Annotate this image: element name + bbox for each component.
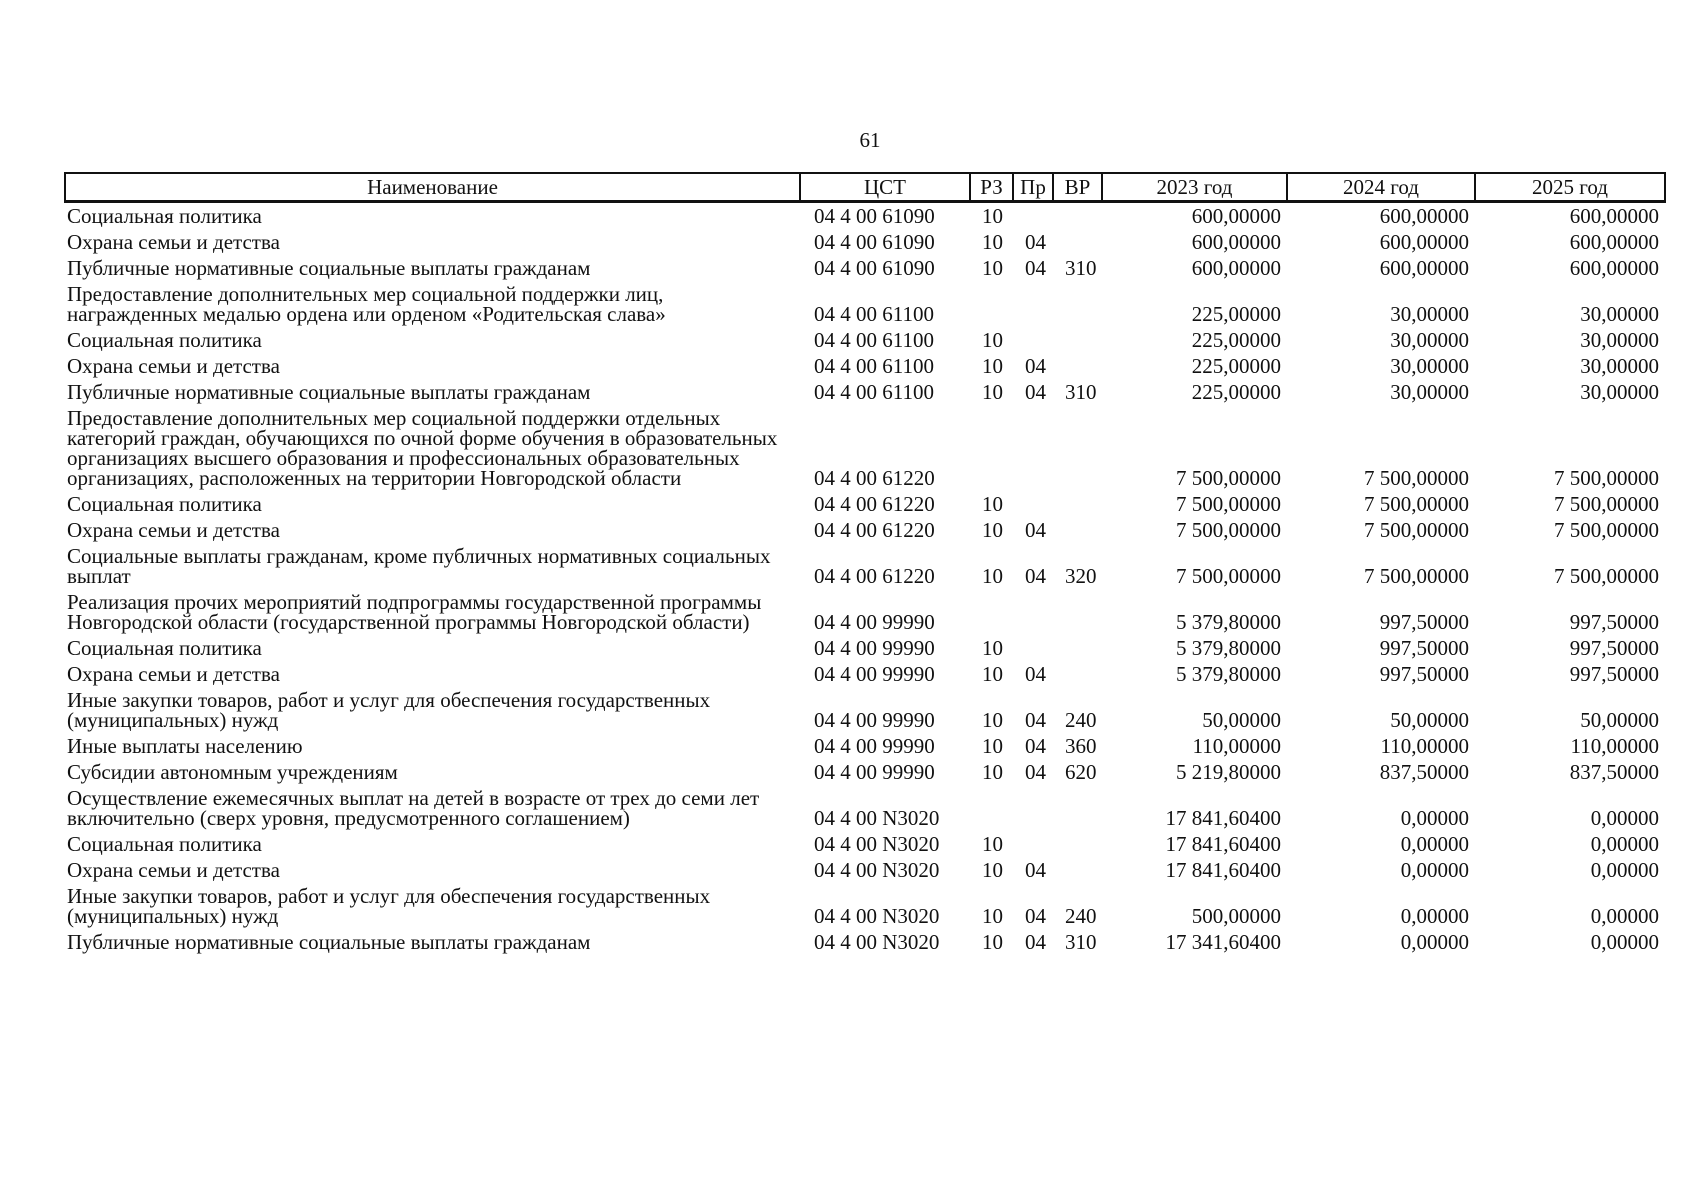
cell-pr (1013, 327, 1053, 353)
cell-vr (1053, 327, 1102, 353)
cell-pr (1013, 785, 1053, 831)
table-row (65, 857, 1665, 883)
cell-cst: 04 4 00 N3020 (814, 806, 940, 830)
table-row (65, 759, 1665, 785)
cell-rz (970, 405, 1013, 491)
header-pr: Пр (1013, 173, 1053, 202)
table-row (65, 929, 1665, 955)
cell-cst: 04 4 00 61220 (814, 518, 935, 542)
cell-rz: 10 (982, 930, 1003, 954)
table-row (65, 202, 1665, 230)
cell-pr (1013, 589, 1053, 635)
table-row (65, 661, 1665, 687)
cell-rz (970, 589, 1013, 635)
cell-rz: 10 (982, 832, 1003, 856)
cell-name: Охрана семьи и детства (67, 230, 280, 254)
cell-pr (1013, 491, 1053, 517)
cell-cst: 04 4 00 61220 (814, 466, 935, 490)
cell-2023: 50,00000 (1202, 708, 1281, 732)
cell-vr (1053, 229, 1102, 255)
cell-pr: 04 (1025, 734, 1046, 758)
cell-cst: 04 4 00 61100 (814, 354, 934, 378)
cell-2024: 110,00000 (1380, 734, 1469, 758)
cell-2025: 0,00000 (1590, 832, 1659, 856)
cell-vr (1053, 785, 1102, 831)
cell-2025: 997,50000 (1569, 636, 1659, 660)
table-row (65, 255, 1665, 281)
cell-pr: 04 (1025, 662, 1046, 686)
cell-vr (1053, 491, 1102, 517)
cell-2025: 0,00000 (1590, 930, 1659, 954)
cell-name: Социальная политика (67, 832, 262, 856)
cell-2025: 0,00000 (1590, 806, 1659, 830)
cell-2023: 5 379,80000 (1176, 662, 1281, 686)
cell-2024: 30,00000 (1390, 354, 1469, 378)
cell-2024: 30,00000 (1390, 380, 1469, 404)
cell-name: Публичные нормативные социальные выплаты гражданам (67, 930, 591, 954)
cell-vr (1053, 202, 1102, 230)
cell-2025: 110,00000 (1570, 734, 1659, 758)
cell-2025: 30,00000 (1580, 354, 1659, 378)
header-row (65, 173, 1665, 202)
cell-rz: 10 (982, 708, 1003, 732)
cell-name: Социальная политика (67, 636, 262, 660)
cell-2025: 7 500,00000 (1554, 466, 1659, 490)
cell-cst: 04 4 00 61090 (814, 230, 935, 254)
cell-name: Социальная политика (67, 204, 262, 228)
page-number: 61 (859, 128, 881, 152)
cell-rz: 10 (982, 204, 1003, 228)
table-row (65, 517, 1665, 543)
cell-2024: 7 500,00000 (1364, 492, 1469, 516)
cell-2024: 600,00000 (1379, 204, 1469, 228)
cell-2025: 50,00000 (1580, 708, 1659, 732)
cell-name: Охрана семьи и детства (67, 518, 280, 542)
cell-2023: 225,00000 (1191, 380, 1281, 404)
cell-2024: 7 500,00000 (1364, 564, 1469, 588)
cell-cst: 04 4 00 61100 (814, 380, 934, 404)
cell-name: Предоставление дополнительных мер социальной поддержки отдельных категорий граждан, обучающихся по очной форме обучения в образовательных организациях высшего образования и профессиональных образовательных организациях, расположенных на территории Новгородской области (67, 406, 778, 490)
cell-name: Иные закупки товаров, работ и услуг для обеспечения государственных (муниципальных) нужд (67, 884, 711, 928)
cell-name: Охрана семьи и детства (67, 662, 280, 686)
cell-vr (1053, 517, 1102, 543)
cell-name: Субсидии автономным учреждениям (67, 760, 398, 784)
header-cst: ЦСТ (800, 173, 970, 202)
cell-2024: 997,50000 (1379, 636, 1469, 660)
cell-cst: 04 4 00 99990 (814, 662, 935, 686)
cell-2023: 225,00000 (1191, 354, 1281, 378)
cell-2023: 5 379,80000 (1176, 610, 1281, 634)
budget-table (64, 172, 1666, 955)
table-row (65, 589, 1665, 635)
cell-rz: 10 (982, 230, 1003, 254)
cell-name: Предоставление дополнительных мер социальной поддержки лиц, награжденных медалью ордена или орденом «Родительская слава» (67, 282, 666, 326)
cell-vr (1053, 635, 1102, 661)
cell-name: Публичные нормативные социальные выплаты гражданам (67, 256, 591, 280)
table-row (65, 327, 1665, 353)
cell-pr: 04 (1025, 230, 1046, 254)
cell-vr: 240 (1065, 708, 1097, 732)
cell-2024: 0,00000 (1400, 930, 1469, 954)
header-2025: 2025 год (1475, 173, 1665, 202)
cell-pr: 04 (1025, 930, 1046, 954)
cell-2023: 7 500,00000 (1176, 564, 1281, 588)
cell-2024: 50,00000 (1390, 708, 1469, 732)
header-2023: 2023 год (1102, 173, 1287, 202)
cell-rz: 10 (982, 734, 1003, 758)
header-2024: 2024 год (1287, 173, 1475, 202)
cell-name: Осуществление ежемесячных выплат на детей в возрасте от трех до семи лет включительно (сверх уровня, предусмотренного соглашением) (67, 786, 760, 830)
table-row (65, 687, 1665, 733)
cell-vr (1053, 589, 1102, 635)
cell-vr (1053, 405, 1102, 491)
cell-pr: 04 (1025, 354, 1046, 378)
header-name: Наименование (65, 173, 800, 202)
table-body (65, 202, 1665, 956)
cell-2023: 225,00000 (1191, 328, 1281, 352)
cell-2023: 225,00000 (1191, 302, 1281, 326)
header-rz: РЗ (970, 173, 1013, 202)
cell-2025: 7 500,00000 (1554, 492, 1659, 516)
cell-2024: 997,50000 (1379, 662, 1469, 686)
cell-cst: 04 4 00 61220 (814, 564, 935, 588)
cell-cst: 04 4 00 99990 (814, 708, 935, 732)
cell-2023: 7 500,00000 (1176, 466, 1281, 490)
cell-name: Публичные нормативные социальные выплаты гражданам (67, 380, 591, 404)
cell-pr: 04 (1025, 708, 1046, 732)
cell-2024: 7 500,00000 (1364, 466, 1469, 490)
cell-2024: 30,00000 (1390, 328, 1469, 352)
cell-cst: 04 4 00 N3020 (814, 930, 940, 954)
cell-2024: 0,00000 (1400, 806, 1469, 830)
cell-rz: 10 (982, 636, 1003, 660)
cell-2024: 600,00000 (1379, 230, 1469, 254)
cell-2024: 837,50000 (1379, 760, 1469, 784)
cell-2023: 600,00000 (1191, 204, 1281, 228)
cell-pr: 04 (1025, 760, 1046, 784)
table-row (65, 229, 1665, 255)
cell-cst: 04 4 00 61220 (814, 492, 935, 516)
cell-pr (1013, 635, 1053, 661)
table-row (65, 379, 1665, 405)
cell-2023: 17 841,60400 (1165, 806, 1281, 830)
cell-2024: 997,50000 (1379, 610, 1469, 634)
cell-2025: 30,00000 (1580, 302, 1659, 326)
cell-cst: 04 4 00 61100 (814, 302, 934, 326)
cell-2025: 0,00000 (1590, 858, 1659, 882)
cell-2025: 7 500,00000 (1554, 518, 1659, 542)
cell-2023: 110,00000 (1192, 734, 1281, 758)
cell-vr: 320 (1065, 564, 1097, 588)
cell-pr (1013, 831, 1053, 857)
cell-2023: 600,00000 (1191, 256, 1281, 280)
cell-vr: 240 (1065, 904, 1097, 928)
cell-vr (1053, 281, 1102, 327)
cell-cst: 04 4 00 61090 (814, 256, 935, 280)
cell-2025: 30,00000 (1580, 328, 1659, 352)
table-row (65, 733, 1665, 759)
table-header (65, 173, 1665, 202)
cell-2024: 0,00000 (1400, 904, 1469, 928)
cell-cst: 04 4 00 61100 (814, 328, 934, 352)
cell-rz (970, 281, 1013, 327)
cell-2023: 500,00000 (1191, 904, 1281, 928)
cell-rz (970, 785, 1013, 831)
cell-vr: 360 (1065, 734, 1097, 758)
cell-vr: 310 (1065, 930, 1097, 954)
cell-rz: 10 (982, 328, 1003, 352)
cell-vr (1053, 857, 1102, 883)
cell-rz: 10 (982, 380, 1003, 404)
cell-2023: 17 841,60400 (1165, 858, 1281, 882)
cell-2023: 5 219,80000 (1176, 760, 1281, 784)
cell-2025: 997,50000 (1569, 662, 1659, 686)
cell-2023: 7 500,00000 (1176, 518, 1281, 542)
cell-pr: 04 (1025, 858, 1046, 882)
table-row (65, 353, 1665, 379)
table-row (65, 281, 1665, 327)
table-row (65, 635, 1665, 661)
cell-2025: 600,00000 (1569, 256, 1659, 280)
cell-vr: 310 (1065, 380, 1097, 404)
cell-2025: 997,50000 (1569, 610, 1659, 634)
cell-pr: 04 (1025, 256, 1046, 280)
cell-pr: 04 (1025, 904, 1046, 928)
cell-pr: 04 (1025, 518, 1046, 542)
cell-rz: 10 (982, 760, 1003, 784)
cell-pr (1013, 202, 1053, 230)
cell-vr (1053, 353, 1102, 379)
cell-rz: 10 (982, 354, 1003, 378)
cell-name: Социальная политика (67, 492, 262, 516)
table-row (65, 543, 1665, 589)
table-row (65, 785, 1665, 831)
cell-name: Охрана семьи и детства (67, 354, 280, 378)
cell-name: Иные закупки товаров, работ и услуг для обеспечения государственных (муниципальных) нужд (67, 688, 711, 732)
table-row (65, 491, 1665, 517)
cell-cst: 04 4 00 N3020 (814, 858, 940, 882)
cell-vr (1053, 831, 1102, 857)
cell-name: Социальная политика (67, 328, 262, 352)
cell-rz: 10 (982, 518, 1003, 542)
cell-2024: 7 500,00000 (1364, 518, 1469, 542)
cell-2024: 30,00000 (1390, 302, 1469, 326)
table-row (65, 405, 1665, 491)
cell-rz: 10 (982, 662, 1003, 686)
cell-rz: 10 (982, 564, 1003, 588)
cell-cst: 04 4 00 99990 (814, 636, 935, 660)
cell-2025: 0,00000 (1590, 904, 1659, 928)
cell-2023: 17 341,60400 (1165, 930, 1281, 954)
header-vr: ВР (1053, 173, 1102, 202)
cell-2024: 600,00000 (1379, 256, 1469, 280)
cell-2024: 0,00000 (1400, 832, 1469, 856)
cell-2025: 30,00000 (1580, 380, 1659, 404)
cell-cst: 04 4 00 N3020 (814, 832, 940, 856)
cell-rz: 10 (982, 492, 1003, 516)
cell-name: Иные выплаты населению (67, 734, 303, 758)
cell-cst: 04 4 00 61090 (814, 204, 935, 228)
cell-rz: 10 (982, 904, 1003, 928)
cell-2023: 600,00000 (1191, 230, 1281, 254)
table-row (65, 831, 1665, 857)
cell-rz: 10 (982, 256, 1003, 280)
budget-table-container (64, 172, 1664, 955)
cell-pr: 04 (1025, 380, 1046, 404)
cell-2023: 7 500,00000 (1176, 492, 1281, 516)
cell-cst: 04 4 00 99990 (814, 760, 935, 784)
cell-cst: 04 4 00 99990 (814, 610, 935, 634)
table-row (65, 883, 1665, 929)
cell-2025: 837,50000 (1569, 760, 1659, 784)
cell-name: Охрана семьи и детства (67, 858, 280, 882)
cell-2025: 7 500,00000 (1554, 564, 1659, 588)
cell-2023: 5 379,80000 (1176, 636, 1281, 660)
cell-vr (1053, 661, 1102, 687)
cell-pr (1013, 281, 1053, 327)
cell-cst: 04 4 00 99990 (814, 734, 935, 758)
cell-pr (1013, 405, 1053, 491)
cell-vr: 310 (1065, 256, 1097, 280)
cell-2023: 17 841,60400 (1165, 832, 1281, 856)
cell-2024: 0,00000 (1400, 858, 1469, 882)
cell-rz: 10 (982, 858, 1003, 882)
cell-cst: 04 4 00 N3020 (814, 904, 940, 928)
cell-name: Социальные выплаты гражданам, кроме публичных нормативных социальных выплат (67, 544, 771, 588)
cell-vr: 620 (1065, 760, 1097, 784)
cell-pr: 04 (1025, 564, 1046, 588)
cell-2025: 600,00000 (1569, 204, 1659, 228)
cell-name: Реализация прочих мероприятий подпрограммы государственной программы Новгородской области (государственной программы Новгородской области) (67, 590, 762, 634)
cell-2025: 600,00000 (1569, 230, 1659, 254)
